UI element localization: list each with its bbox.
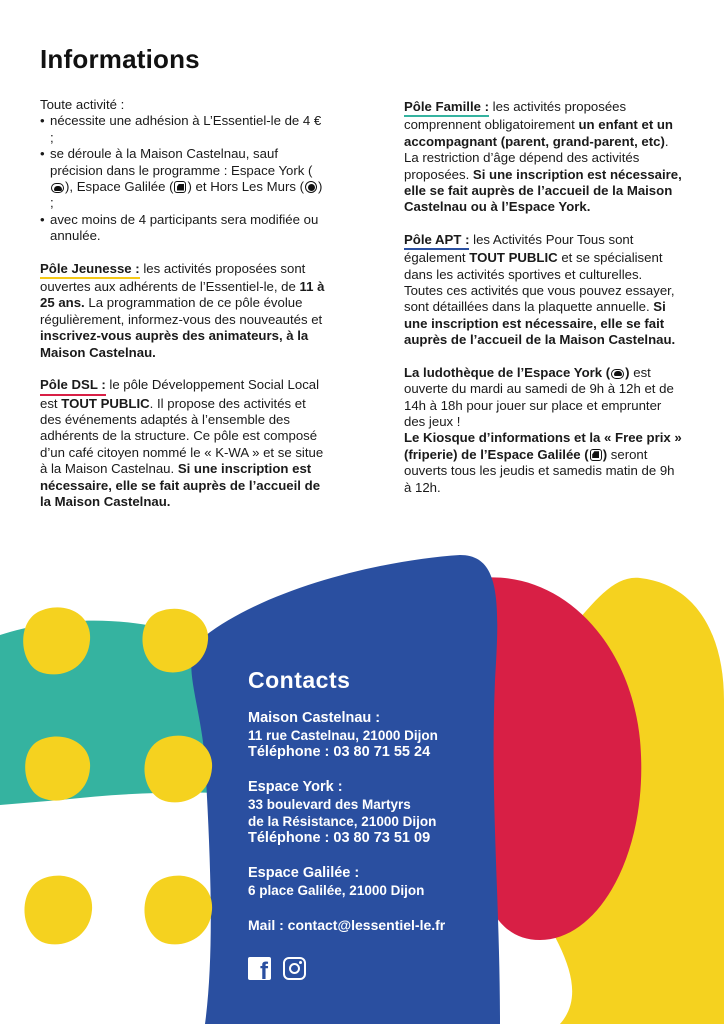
body-bold: Le Kiosque d’informations et la « Free prix » (friperie) de l’Espace Galilée ( [404,430,682,462]
espace-york-icon [51,183,64,193]
body-bold: ) [625,364,630,380]
contacts-panel [248,667,488,933]
kiosque-section [404,430,684,496]
body-bold: La ludothèque de l’Espace York ( [404,364,611,380]
intro-lead: Toute activité : [40,97,125,112]
pole-dsl-label: Pôle DSL : [40,377,106,395]
list-item-text: se déroule à la Maison Castelnau, sauf précision dans le programme : Espace York ( [50,146,313,178]
yellow-dot [24,876,92,945]
list-item-text: ) ; [50,179,323,211]
contact-espace-galilee [248,865,488,899]
contact-espace-york [248,779,488,847]
body-text: les Activités Pour Tous sont également [404,231,634,266]
contact-name: Espace Galilée : [248,865,360,881]
body-bold: Si une inscription est nécessaire, elle se fait auprès de l’accueil de la Maison Castelnau ou à l’Espace York. [404,166,682,215]
instagram-icon[interactable] [283,957,306,980]
hors-les-murs-icon [305,181,317,193]
contacts-title: Contacts [248,667,351,693]
body-text: et se spécialisent dans les activités sportives et culturelles. Toutes ces activités que vous pouvez essayer, sont détaillées dans la plaquette annuelle. [404,250,675,315]
body-text: les activités proposées comprennent obligatoirement [404,99,627,133]
body-text: La programmation de ce pôle évolue régulièrement, informez-vous des nouveautés et [40,295,323,327]
pole-dsl-section [40,377,325,510]
pole-famille-section [404,99,684,216]
contact-name: Espace York : [248,779,343,795]
contact-mail-link[interactable]: Mail : contact@lessentiel-le.fr [248,917,446,933]
contact-phone[interactable]: Téléphone : 03 80 73 51 09 [248,830,431,846]
contact-address: 33 boulevard des Martyrs [248,797,411,812]
body-bold: ) [602,446,608,462]
list-item-text: ), Espace Galilée ( [65,179,174,195]
tout-public: TOUT PUBLIC [469,250,558,266]
espace-york-icon [611,369,624,379]
body-bold: un enfant et un accompagnant (parent, grand-parent, etc) [404,117,673,149]
social-links [248,957,306,980]
page-title: Informations [40,44,200,74]
list-item-text: avec moins de 4 participants sera modifiée ou annulée. [50,211,319,244]
pole-famille-label: Pôle Famille : [404,99,489,117]
intro-list [40,113,325,244]
body-text: les activités proposées sont ouvertes aux adhérents de l’Essentiel-le, de [40,260,306,295]
espace-galilee-icon [174,181,186,193]
right-column [404,99,684,512]
intro-section [40,97,325,245]
contact-phone[interactable]: Téléphone : 03 80 71 55 24 [248,744,431,760]
body-bold: inscrivez-vous auprès des animateurs, à la Maison Castelnau. [40,328,309,360]
contact-address: 6 place Galilée, 21000 Dijon [248,883,425,898]
contact-name: Maison Castelnau : [248,710,381,726]
pole-jeunesse-section [40,261,325,361]
body-text: le pôle Développement Social Local est [40,377,320,411]
body-text: est ouverte du mardi au samedi de 9h à 12h et de 14h à 18h pour jouer sur place et emprunter des jeux ! [404,364,674,429]
facebook-icon[interactable] [248,957,271,980]
list-item [40,113,325,146]
pole-apt-section [404,232,684,349]
list-item [40,146,325,212]
yellow-dot [144,876,212,945]
list-item-text: nécessite une adhésion à L’Essentiel-le de 4 € ; [50,113,322,145]
tout-public: TOUT PUBLIC [61,395,150,411]
pole-jeunesse-label: Pôle Jeunesse : [40,261,140,279]
list-item [40,212,325,245]
contact-maison-castelnau [248,710,488,761]
contact-address: 11 rue Castelnau, 21000 Dijon [248,728,438,743]
left-column [40,97,325,526]
pole-apt-label: Pôle APT : [404,232,469,250]
ludotheque-section [404,365,684,431]
contact-address: de la Résistance, 21000 Dijon [248,814,437,829]
espace-galilee-icon [590,449,602,461]
facebook-glyph: f [260,958,268,980]
body-text: . Il propose des activités et des événements adaptés à l’ensemble des adhérents de la structure. Ce pôle est composé d’un café citoyen nommé le « K-WA » et se situe à la Maison Castelnau. [40,395,324,477]
body-bold: Si une inscription est nécessaire, elle se fait auprès de l’accueil de la Maison Castelnau. [404,299,676,348]
body-bold: Si une inscription est nécessaire, elle se fait auprès de l’accueil de la Maison Castelnau. [40,461,321,509]
body-text: . La restriction d’âge dépend des activités proposées. [404,133,669,182]
body-text: seront ouverts tous les jeudis et samedis matin de 9h à 12h. [404,446,675,495]
age-range: 11 à 25 ans. [40,279,325,311]
list-item-text: ) et Hors Les Murs ( [187,179,304,195]
